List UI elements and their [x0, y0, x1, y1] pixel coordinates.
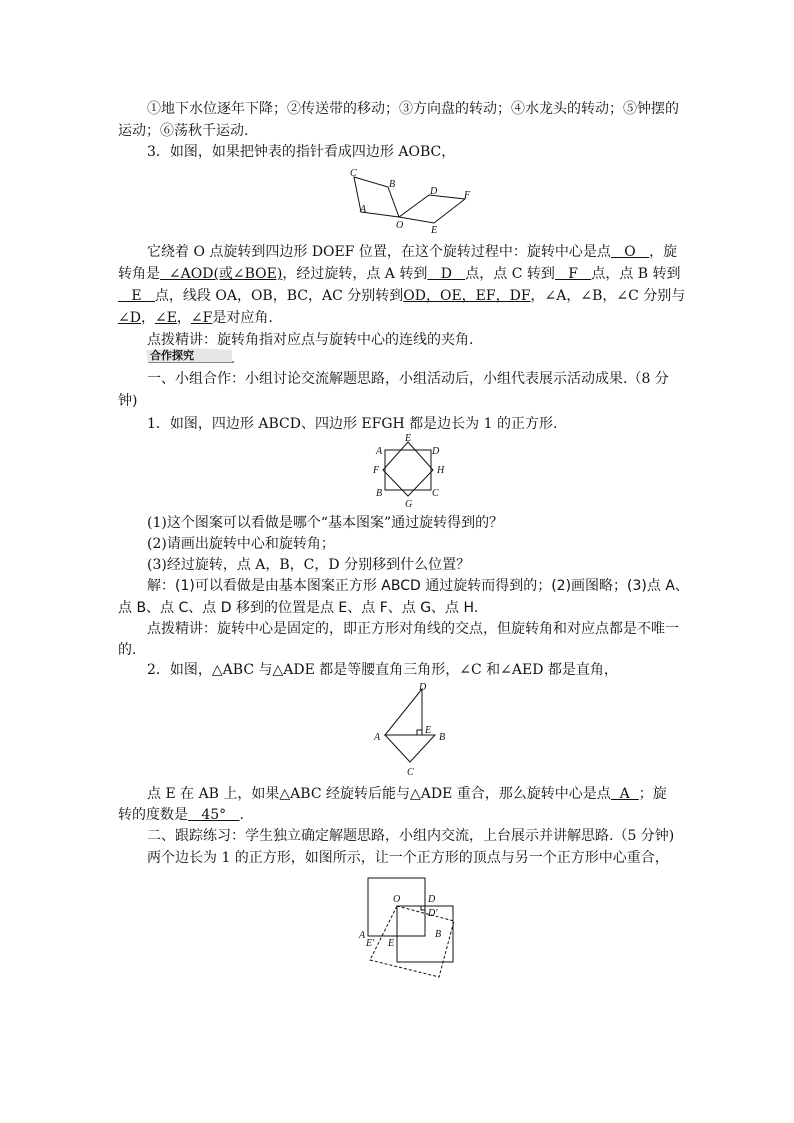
label-e: E [431, 225, 438, 236]
q1-sub-2: (2)请画出旋转中心和旋转角； [147, 536, 335, 552]
q1-solution-1: 解：(1)可以看做是由基本图案正方形 ABCD 通过旋转而得到的；(2)画图略；(3)点 A、 [147, 578, 689, 594]
q3-line-1: 它绕着 O 点旋转到四边形 DOEF 位置，在这个旋转过程中：旋转中心是点 O ，旋 [147, 244, 678, 260]
q1-figure [370, 432, 450, 512]
q1-label-f: F [373, 465, 380, 476]
track-label-a: A [359, 930, 366, 941]
q1-label-d: D [432, 446, 440, 457]
q1-label-c: C [432, 488, 439, 499]
q1-tip-2: 的. [118, 642, 137, 658]
track-label-dprime: D′ [428, 908, 438, 919]
q3-intro: 3．如图，如果把钟表的指针看成四边形 AOBC， [147, 144, 456, 160]
q2-figure [370, 680, 460, 780]
triangle-ade [385, 689, 422, 735]
track-line-1: 二、跟踪练习：学生独立确定解题思路，小组内交流，上台展示并讲解思路.（5 分钟) [147, 828, 675, 844]
list-line-2: 运动；⑥荡秋千运动. [118, 123, 249, 139]
track-label-o: O [393, 894, 401, 905]
q1-sub-3: (3)经过旋转，点 A，B，C，D 分别移到什么位置？ [147, 557, 471, 573]
q3-line-3: E 点，线段 OA，OB，BC，AC 分别转到OD，OE，EF，DF，∠A，∠B，∠C 分别与 [118, 288, 686, 304]
track-label-e: E [388, 938, 395, 949]
triangle-abc [385, 735, 435, 762]
square-abcd [385, 450, 431, 490]
section-badge-label: 合作探究 [150, 349, 194, 362]
quad-doef [399, 195, 465, 223]
track-label-eprime: E′ [366, 938, 375, 949]
q1-label-a: A [376, 446, 383, 457]
label-c: C [350, 168, 357, 179]
q2-line-1: 点 E 在 AB 上，如果△ABC 经旋转后能与△ADE 重合，那么旋转中心是点 A ；旋 [147, 786, 667, 802]
q2-label-a: A [374, 732, 381, 743]
q1-label-b: B [376, 488, 383, 499]
track-figure [355, 870, 475, 985]
q2-label-e: E [425, 725, 432, 736]
q1-tip-1: 点拨精讲：旋转中心是固定的，即正方形对角线的交点，但旋转角和对应点都是不唯一 [147, 621, 679, 637]
q2-label-b: B [439, 732, 446, 743]
track-line-2: 两个边长为 1 的正方形，如图所示，让一个正方形的顶点与另一个正方形中心重合， [147, 850, 669, 866]
q1-label-g: G [405, 499, 413, 510]
list-line-1: ①地下水位逐年下降；②传送带的移动；③方向盘的转动；④水龙头的转动；⑤钟摆的 [147, 101, 679, 117]
label-a: A [360, 204, 367, 215]
q2-label-d: D [419, 682, 427, 693]
q1-label-e: E [405, 433, 412, 444]
q1-sub-1: (1)这个图案可以看做是哪个“基本图案”通过旋转得到的？ [147, 515, 504, 531]
q1-stem: 1．如图，四边形 ABCD、四边形 EFGH 都是边长为 1 的正方形. [147, 416, 558, 432]
track-label-b: B [435, 929, 442, 940]
track-label-d: D [428, 894, 436, 905]
q2-label-c: C [407, 767, 414, 778]
square-rotated [370, 906, 454, 977]
group-line-1: 一、小组合作：小组讨论交流解题思路，小组活动后，小组代表展示活动成果.（8 分 [147, 371, 669, 387]
q1-solution-2: 点 B、点 C、点 D 移到的位置是点 E、点 F、点 G、点 H. [118, 600, 479, 616]
q1-label-h: H [437, 465, 445, 476]
q2-stem: 2．如图，△ABC 与△ADE 都是等腰直角三角形，∠C 和∠AED 都是直角， [147, 662, 618, 678]
q3-line-4: ∠D，∠E，∠F是对应角. [118, 310, 273, 326]
label-o: O [396, 220, 404, 231]
q3-figure [340, 165, 490, 240]
q3-line-2: 转角是 ∠AOD(或∠BOE)，经过旋转，点 A 转到 D 点，点 C 转到 F 点，点 B 转到 [118, 266, 681, 282]
label-d: D [430, 186, 438, 197]
section-badge [146, 347, 236, 365]
label-b: B [389, 179, 396, 190]
q2-line-2: 转的度数是 45° . [118, 807, 244, 823]
group-line-2: 钟) [118, 393, 138, 409]
label-f: F [464, 190, 471, 201]
q3-tip: 点拨精讲：旋转角指对应点与旋转中心的连线的夹角. [147, 332, 474, 348]
